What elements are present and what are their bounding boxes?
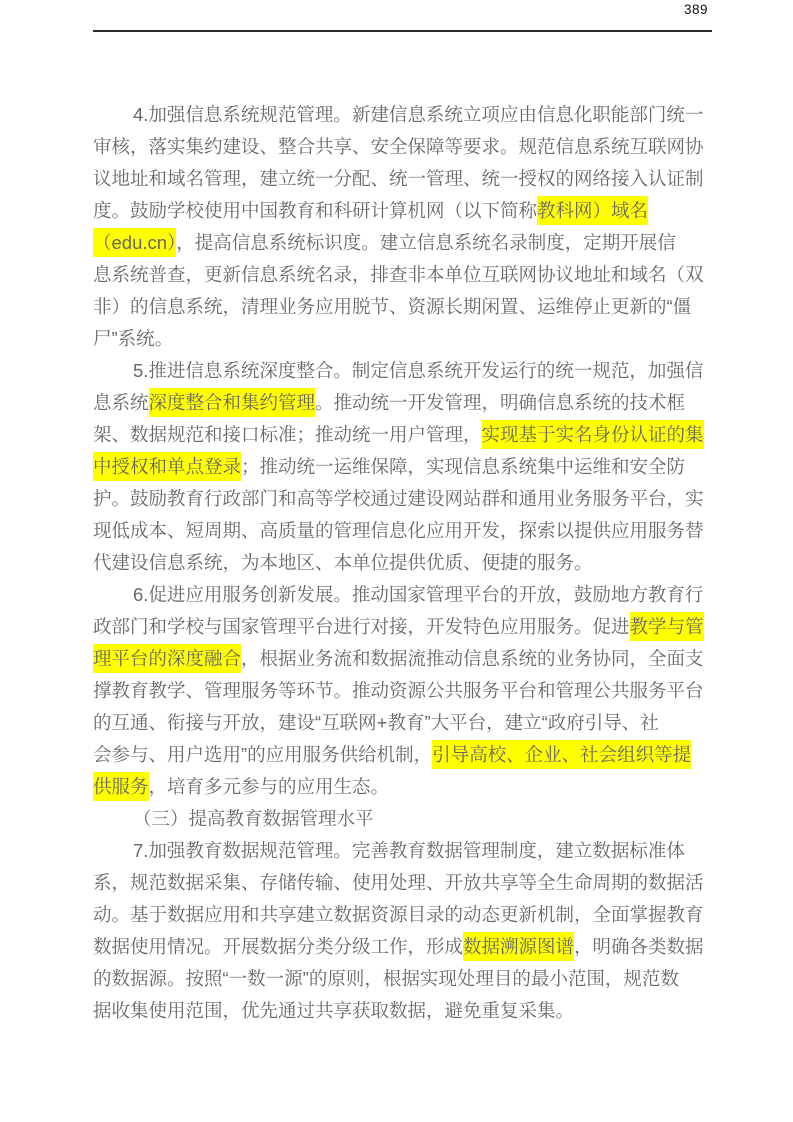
highlighted-text: 供服务 [93,772,149,801]
text-run: 尸”系统。 [93,328,174,349]
text-run: ，根据业务流和数据流推动信息系统的业务协同，全面支 [241,648,704,669]
text-line [93,259,733,291]
text-run: 的互通、衔接与开放，建设“互联网+教育”大平台，建立“政府引导、社 [93,712,659,733]
header-rule [93,30,712,32]
highlighted-text: 深度整合和集约管理 [149,388,316,417]
text-run: 4.加强信息系统规范管理。新建信息系统立项应由信息化职能部门统一 [133,104,704,125]
text-line [93,163,733,195]
text-line [93,771,733,803]
text-run: 系，规范数据采集、存储传输、使用处理、开放共享等全生命周期的数据活 [93,872,704,893]
text-run: 撑教育教学、管理服务等环节。推动资源公共服务平台和管理公共服务平台 [93,680,704,701]
text-run: 的数据源。按照“一数一源”的原则，根据实现处理目的最小范围，规范数 [93,968,679,989]
text-line [93,547,733,579]
text-run: 护。鼓励教育行政部门和高等学校通过建设网站群和通用业务服务平台，实 [93,488,704,509]
highlighted-text: （edu.cn） [93,228,176,257]
text-run: 审核，落实集约建设、整合共享、安全保障等要求。规范信息系统互联网协 [93,136,704,157]
page-number: 389 [683,2,708,17]
text-line [93,707,733,739]
text-run: 6.促进应用服务创新发展。推动国家管理平台的开放，鼓励地方教育行 [133,584,704,605]
text-line [93,195,733,227]
text-run: 息系统普查，更新信息系统名录，排查非本单位互联网协议地址和域名（双 [93,264,704,285]
text-run: 会参与、用户选用”的应用服务供给机制， [93,744,433,765]
text-run: 动。基于数据应用和共享建立数据资源目录的动态更新机制，全面掌握教育 [93,904,704,925]
highlighted-text: 中授权和单点登录 [93,452,241,481]
highlighted-text: 教学与管 [630,612,704,641]
text-line [93,611,733,643]
text-line [93,323,733,355]
text-line [93,835,733,867]
highlighted-text: 引导高校、企业、社会组织等提 [432,740,691,769]
text-run: 据收集使用范围，优先通过共享获取数据，避免重复采集。 [93,1000,575,1021]
text-run: ，明确各类数据 [574,936,704,957]
text-line [93,291,733,323]
text-run: 度。鼓励学校使用中国教育和科研计算机网（以下简称 [93,200,538,221]
text-line [93,899,733,931]
text-run: 5.推进信息系统深度整合。制定信息系统开发运行的统一规范，加强信 [133,360,704,381]
highlighted-text: 数据溯源图谱 [463,932,574,961]
text-run: 。推动统一开发管理，明确信息系统的技术框 [315,392,686,413]
text-run: （三）提高教育数据管理水平 [133,808,374,829]
highlighted-text: 实现基于实名身份认证的集 [482,420,704,449]
text-line [93,387,733,419]
text-run: 架、数据规范和接口标准；推动统一用户管理， [93,424,482,445]
text-line [93,515,733,547]
text-line [93,227,733,259]
text-line [93,131,733,163]
heading-line [93,803,733,835]
text-run: 7.加强教育数据规范管理。完善教育数据管理制度，建立数据标准体 [133,840,685,861]
text-run: 议地址和域名管理，建立统一分配、统一管理、统一授权的网络接入认证制 [93,168,704,189]
text-run: 代建设信息系统，为本地区、本单位提供优质、便捷的服务。 [93,552,593,573]
highlighted-text: 理平台的深度融合 [93,644,241,673]
text-line [93,675,733,707]
text-run: ，培育多元参与的应用生态。 [148,776,390,797]
text-run: 现低成本、短周期、高质量的管理信息化应用开发，探索以提供应用服务替 [93,520,704,541]
text-line [93,451,733,483]
text-line [93,931,733,963]
text-line [93,419,733,451]
text-run: ；推动统一运维保障，实现信息系统集中运维和安全防 [241,456,686,477]
text-line [93,355,733,387]
text-line [93,579,733,611]
text-run: 数据使用情况。开展数据分类分级工作，形成 [93,936,464,957]
text-line [93,739,733,771]
text-line [93,995,733,1027]
document-body [93,99,733,1027]
text-line [93,867,733,899]
text-line [93,483,733,515]
text-run: ，提高信息系统标识度。建立信息系统名录制度，定期开展信 [176,232,676,253]
text-line [93,963,733,995]
text-run: 政部门和学校与国家管理平台进行对接，开发特色应用服务。促进 [93,616,630,637]
highlighted-text: 教科网）域名 [537,196,648,225]
text-line [93,643,733,675]
text-run: 息系统 [93,392,149,413]
text-line [93,99,733,131]
text-run: 非）的信息系统，清理业务应用脱节、资源长期闲置、运维停止更新的“僵 [93,296,692,317]
